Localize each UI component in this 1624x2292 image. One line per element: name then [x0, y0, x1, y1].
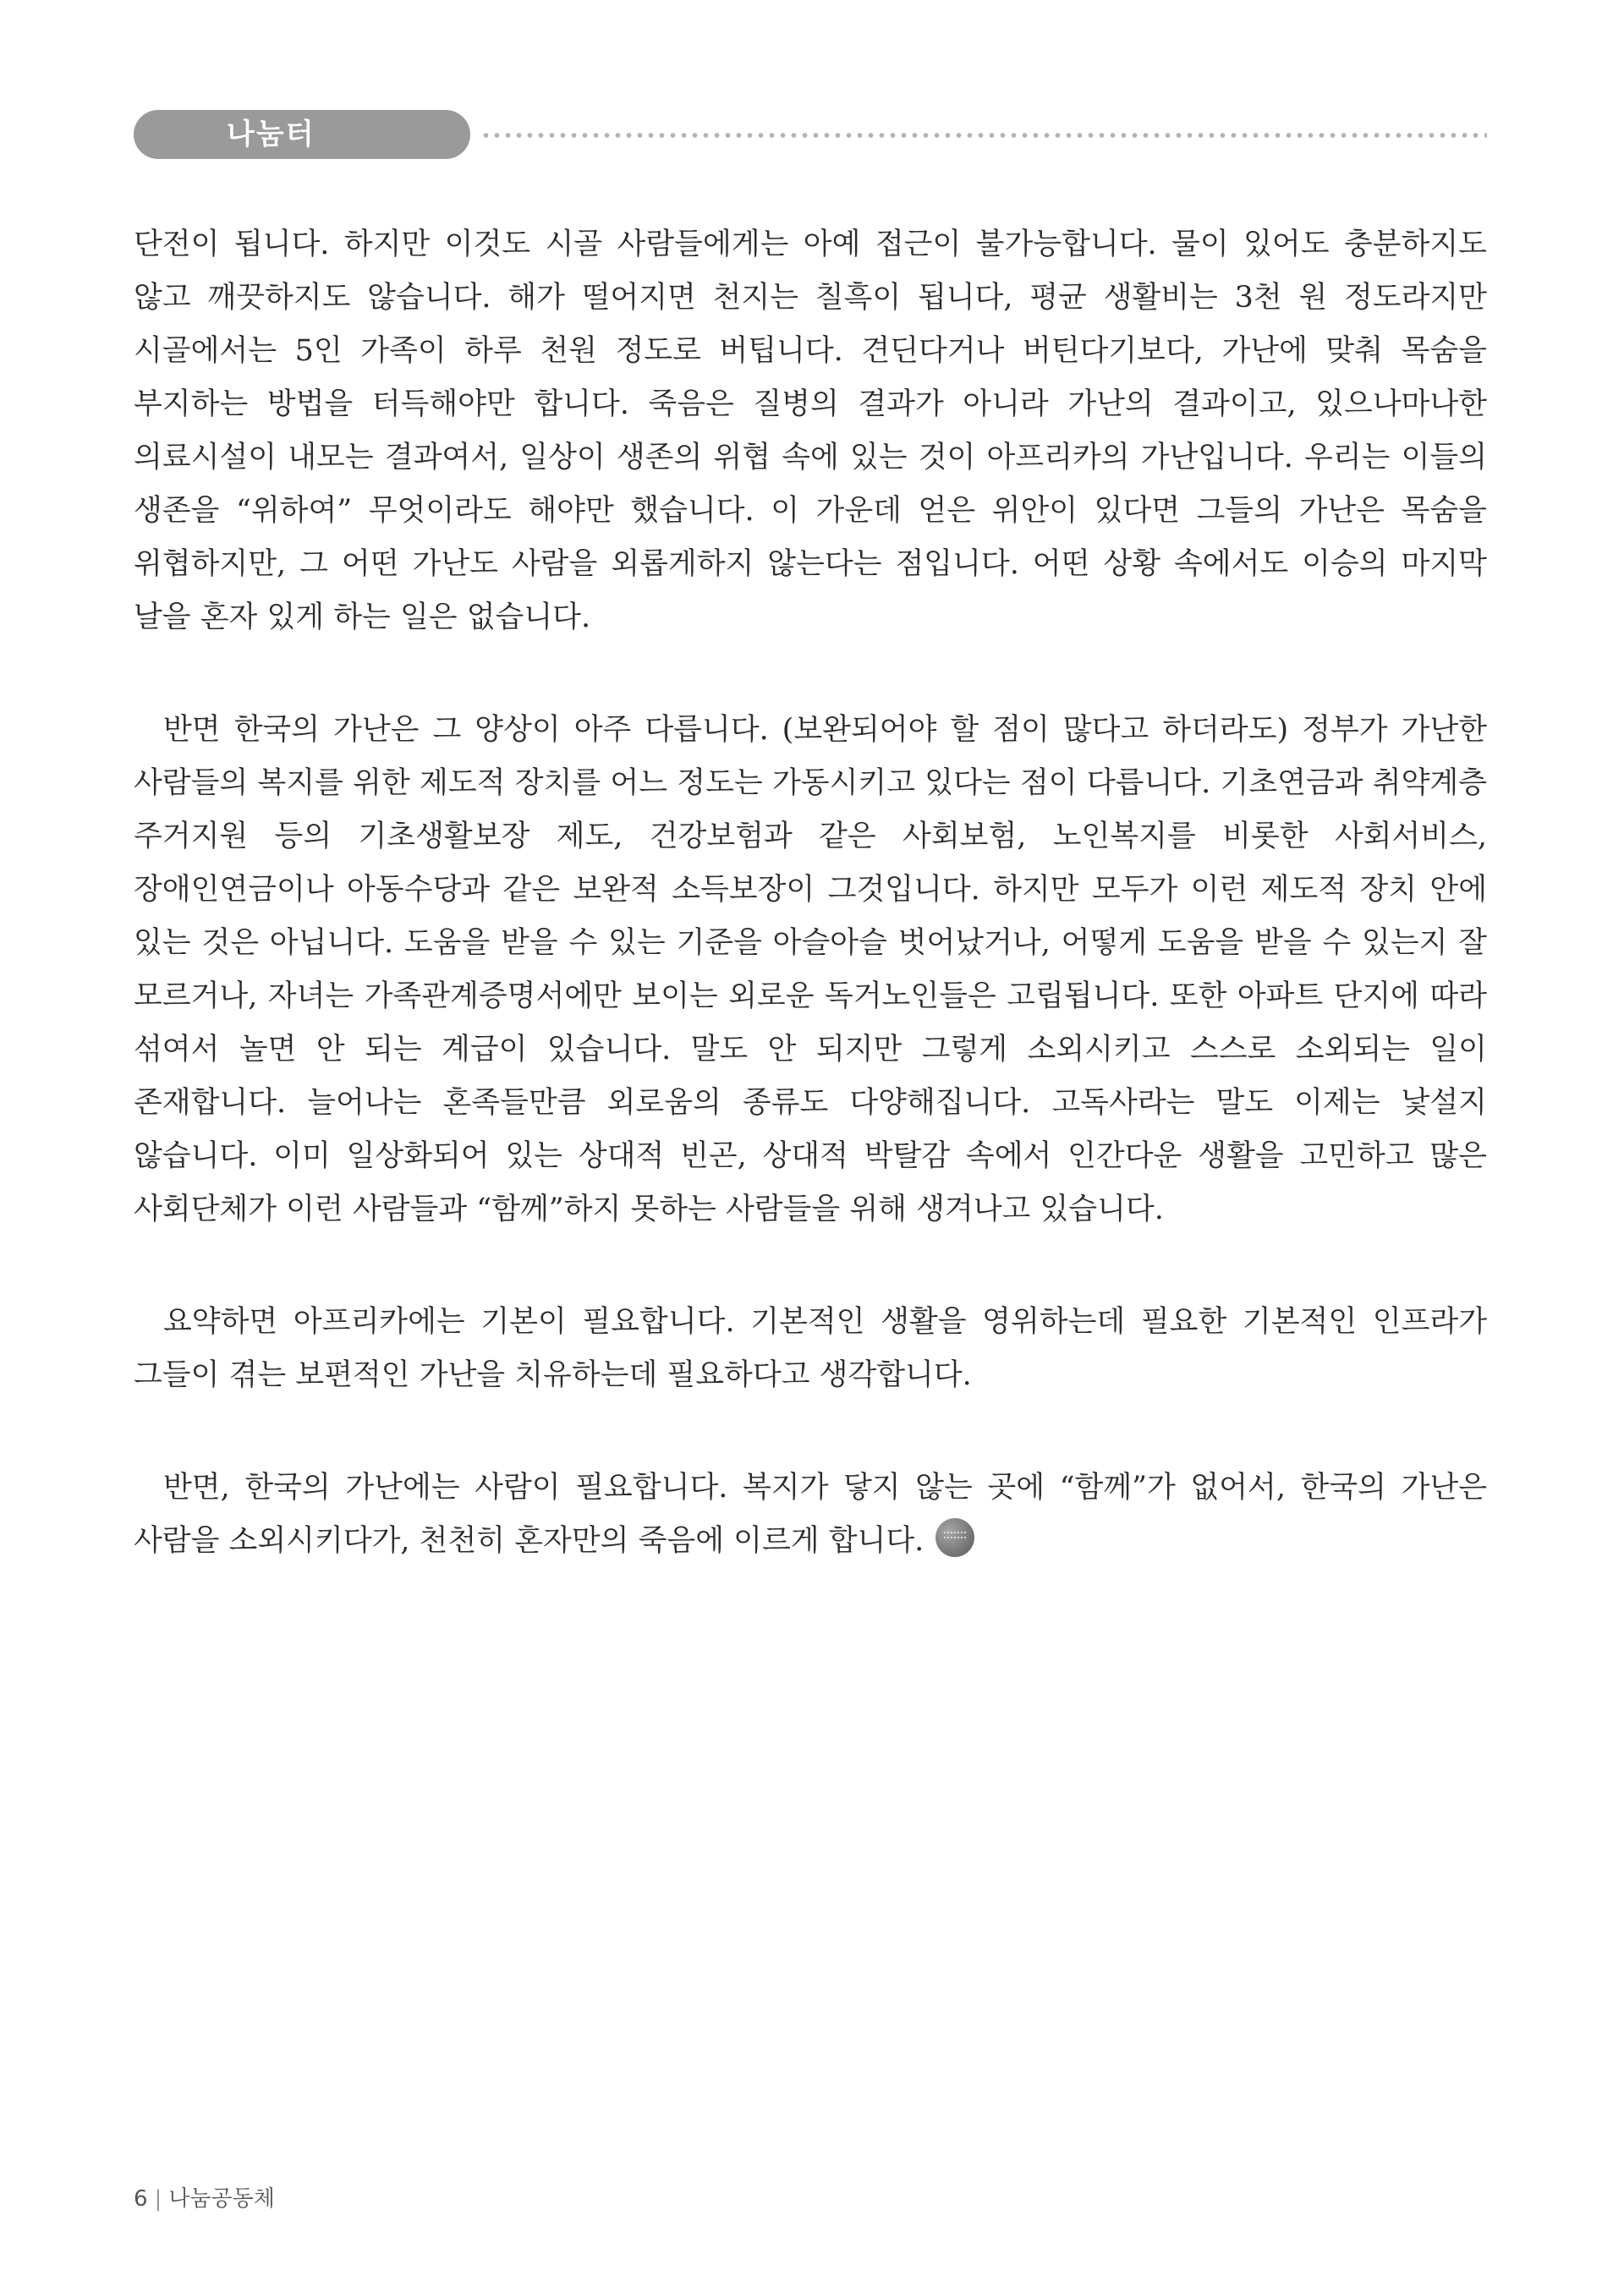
paragraph-2: 반면 한국의 가난은 그 양상이 아주 다릅니다. (보완되어야 할 점이 많다고 하더라도) 정부가 가난한 사람들의 복지를 위한 제도적 장치를 어느 정도는 가동시키고 있다는 점이 다릅니다. 기초연금과 취약계층 주거지원 등의 기초생활보장 제도, 건강보험과 같은 사회보험, 노인복지를 비롯한 사회서비스, 장애인연금이나 아동수당과 같은 보완적 소득보장이 그것입니다. 하지만 모두가 이런 제도적 장치 안에 있는 것은 아닙니다. 도움을 받을 수 있는 기준을 아슬아슬 벗어났거나, 어떻게 도움을 받을 수 있는지 잘 모르거나, 자녀는 가족관계증명서에만 보이는 외로운 독거노인들은 고립됩니다. 또한 아파트 단지에 따라 섞여서 놀면 안 되는 계급이 있습니다. 말도 안 되지만 그렇게 소외시키고 스스로 소외되는 일이 존재합니다. 늘어나는 혼족들만큼 외로움의 종류도 다양해집니다. 고독사라는 말도 이제는 낯설지 않습니다. 이미 일상화되어 있는 상대적 빈곤, 상대적 박탈감 속에서 인간다운 생활을 고민하고 많은 사회단체가 이런 사람들과 “함께”하지 못하는 사람들을 위해 생겨나고 있습니다. [134, 713, 1487, 1226]
page-number: 6 [134, 2186, 148, 2212]
footer-separator: | [154, 2186, 162, 2212]
paragraph-1: 단전이 됩니다. 하지만 이것도 시골 사람들에게는 아예 접근이 불가능합니다. 물이 있어도 충분하지도 않고 깨끗하지도 않습니다. 해가 떨어지면 천지는 칠흑이 됩니다, 평균 생활비는 3천 원 정도라지만 시골에서는 5인 가족이 하루 천원 정도로 버팁니다. 견딘다거나 버틴다기보다, 가난에 맞춰 목숨을 부지하는 방법을 터득해야만 합니다. 죽음은 질병의 결과가 아니라 가난의 결과이고, 있으나마나한 의료시설이 내모는 결과여서, 일상이 생존의 위협 속에 있는 것이 아프리카의 가난입니다. 우리는 이들의 생존을 “위하여” 무엇이라도 해야만 했습니다. 이 가운데 얻은 위안이 있다면 그들의 가난은 목숨을 위협하지만, 그 어떤 가난도 사람을 외롭게하지 않는다는 점입니다. 어떤 상황 속에서도 이승의 마지막 날을 혼자 있게 하는 일은 없습니다. [134, 228, 1487, 634]
end-of-article-icon [935, 1518, 974, 1557]
publication-name: 나눔공동체 [168, 2186, 275, 2212]
paragraph-3: 요약하면 아프리카에는 기본이 필요합니다. 기본적인 생활을 영위하는데 필요한 기본적인 인프라가 그들이 겪는 보편적인 가난을 치유하는데 필요하다고 생각합니다. [134, 1305, 1487, 1392]
section-header [134, 110, 1487, 159]
article-body [134, 218, 1487, 1627]
paragraph-4-text: 반면, 한국의 가난에는 사람이 필요합니다. 복지가 닿지 않는 곳에 “함께”가 없어서, 한국의 가난은 사람을 소외시키다가, 천천히 혼자만의 죽음에 이르게 합니다. [134, 1471, 1487, 1558]
paragraph-4 [134, 1461, 1487, 1568]
dotted-divider [480, 132, 1487, 139]
page-footer [134, 2182, 275, 2216]
section-label: 나눔터 [134, 110, 470, 159]
